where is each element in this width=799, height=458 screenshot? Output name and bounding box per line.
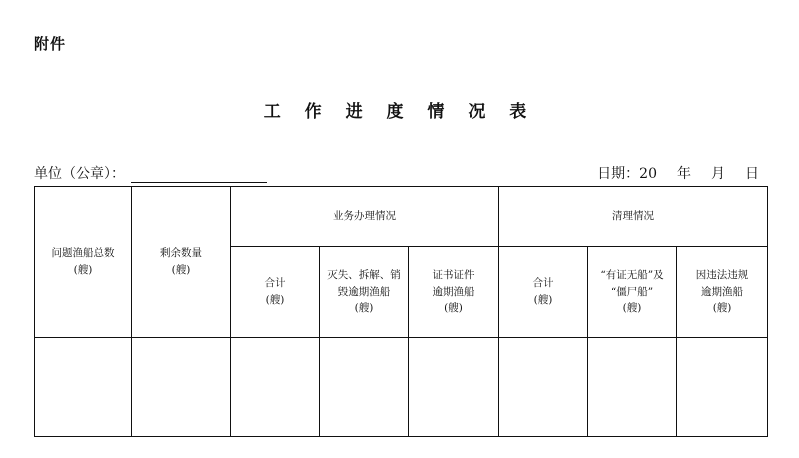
date-year-prefix: 20 <box>639 166 657 182</box>
page-title: 工 作 进 度 情 况 表 <box>263 102 536 122</box>
unit-blank-line[interactable] <box>131 166 267 183</box>
header-cell-line: 证书证件 <box>432 268 475 281</box>
date-label: 日期： <box>597 166 640 182</box>
header-cell-line: (艘) <box>265 294 285 306</box>
header-cell-line: “有证无船”及 <box>600 268 664 281</box>
header-cleanup-ghost-boats <box>588 247 677 338</box>
header-cell-line: 合计 <box>532 277 554 290</box>
data-cell-remaining[interactable] <box>132 338 231 437</box>
header-cell-line: 灭失、拆解、销 <box>327 268 401 281</box>
header-cell-line: (艘) <box>712 302 732 315</box>
header-row-1 <box>35 187 768 247</box>
header-cell-line: 毁逾期渔船 <box>337 285 391 298</box>
header-cell-line: (艘) <box>354 302 374 315</box>
progress-table <box>34 186 768 437</box>
attachment-label: 附件 <box>34 35 67 53</box>
header-cleanup-total <box>499 247 588 338</box>
header-problem-boats-unit: (艘) <box>73 264 93 276</box>
date-day: 日 <box>745 166 759 182</box>
header-cleanup-violations <box>677 247 768 338</box>
data-cell-cleanup-total[interactable] <box>499 338 588 437</box>
header-problem-boats <box>35 187 132 338</box>
header-cell-line: 逾期渔船 <box>432 285 475 298</box>
header-cell-line: 逾期渔船 <box>701 285 744 298</box>
header-business-certificate <box>409 247 499 338</box>
data-cell-business-total[interactable] <box>231 338 320 437</box>
header-remaining <box>132 187 231 338</box>
header-cell-line: (艘) <box>444 302 463 315</box>
header-group-business: 业务办理情况 <box>231 187 499 247</box>
unit-label: 单位（公章）： <box>34 166 125 182</box>
header-cell-line: “僵尸船” <box>610 285 654 298</box>
header-problem-boats-label: 问题渔船总数 <box>51 247 115 260</box>
header-business-total <box>231 247 320 338</box>
unit-field <box>34 163 267 183</box>
data-cell-cleanup-ghost[interactable] <box>588 338 677 437</box>
header-cell-line: (艘) <box>622 302 642 315</box>
date-year: 年 <box>677 166 691 182</box>
data-cell-business-certificate[interactable] <box>409 338 499 437</box>
date-month: 月 <box>711 166 725 182</box>
header-cell-line: 因违法违规 <box>695 268 749 281</box>
header-group-cleanup: 清理情况 <box>499 187 768 247</box>
data-cell-cleanup-violations[interactable] <box>677 338 768 437</box>
table-row <box>35 338 768 437</box>
header-cell-line: 合计 <box>264 277 286 290</box>
data-cell-business-lost[interactable] <box>320 338 409 437</box>
header-cell-line: (艘) <box>533 294 553 306</box>
data-cell-problem-boats[interactable] <box>35 338 132 437</box>
header-remaining-label: 剩余数量 <box>160 247 202 260</box>
header-remaining-unit: (艘) <box>171 264 191 276</box>
header-business-lost-dismantled <box>320 247 409 338</box>
date-field <box>597 163 759 183</box>
